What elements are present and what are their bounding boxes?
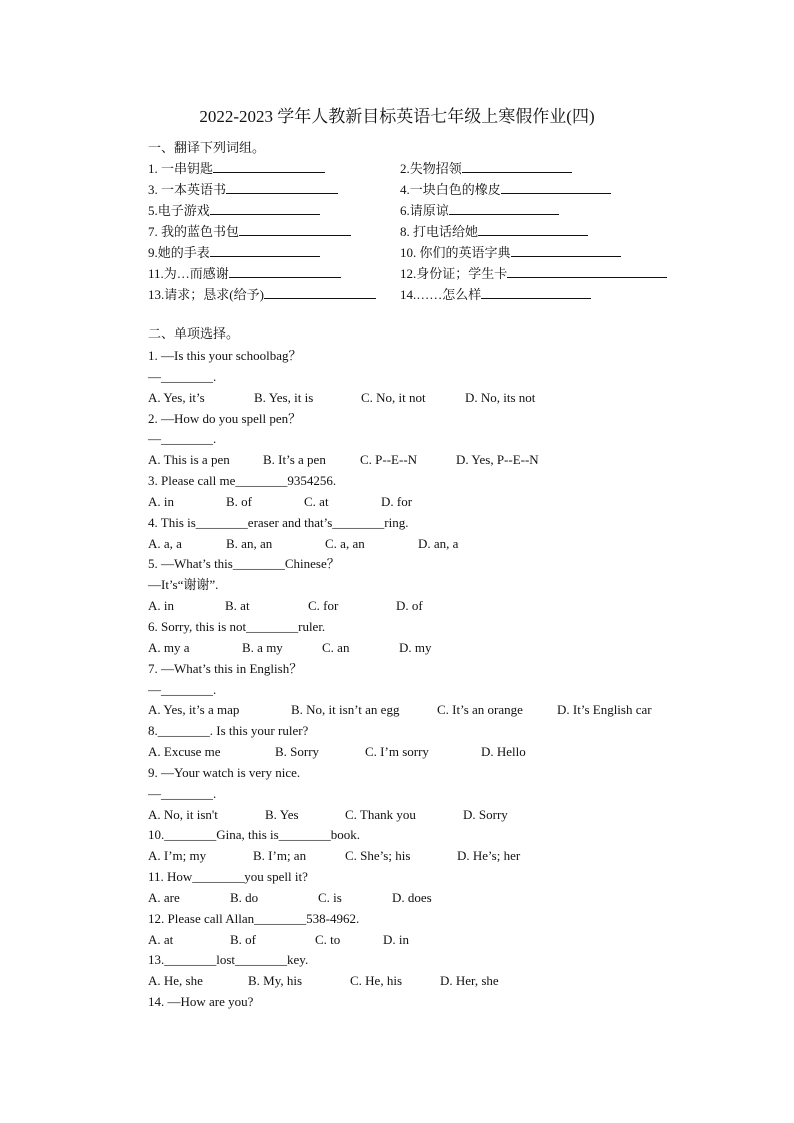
- answer-blank[interactable]: [213, 159, 325, 173]
- option-d[interactable]: D. It’s English car: [557, 702, 652, 718]
- vocab-item: [400, 158, 708, 179]
- option-a[interactable]: A. in: [148, 493, 174, 509]
- question-line: 12. Please call Allan________538-4962.: [148, 910, 360, 926]
- question-line: —________.: [148, 785, 217, 801]
- option-b[interactable]: B. Yes, it is: [254, 389, 314, 405]
- option-d[interactable]: D. Sorry: [463, 806, 508, 822]
- question-line: —________.: [148, 368, 217, 384]
- option-a[interactable]: A. my a: [148, 639, 190, 655]
- option-c[interactable]: C. an: [322, 639, 350, 655]
- answer-options: [148, 971, 708, 992]
- answer-options: [148, 492, 708, 513]
- option-b[interactable]: B. do: [230, 889, 259, 905]
- option-d[interactable]: D. No, its not: [465, 389, 536, 405]
- answer-blank[interactable]: [462, 159, 572, 173]
- option-d[interactable]: D. Her, she: [440, 973, 499, 989]
- question-line: 4. This is________eraser and that’s________ring.: [148, 514, 409, 530]
- answer-blank[interactable]: [210, 201, 320, 215]
- answer-blank[interactable]: [481, 285, 591, 299]
- vocab-item: [148, 242, 400, 263]
- option-c[interactable]: C. to: [315, 931, 341, 947]
- answer-blank[interactable]: [226, 180, 338, 194]
- option-a[interactable]: A. at: [148, 931, 174, 947]
- option-d[interactable]: D. He’s; her: [457, 848, 521, 864]
- vocab-label: 8. 打电话给她: [400, 224, 479, 239]
- option-b[interactable]: B. I’m; an: [253, 848, 307, 864]
- answer-options: [148, 388, 708, 409]
- option-d[interactable]: D. an, a: [418, 535, 459, 551]
- answer-options: [148, 450, 708, 471]
- vocab-list: [148, 158, 708, 305]
- vocab-label: 6.请原谅: [400, 203, 449, 218]
- vocab-item: [148, 158, 400, 179]
- answer-options: [148, 846, 708, 867]
- option-d[interactable]: D. Yes, P--E--N: [456, 452, 539, 468]
- answer-options: [148, 534, 708, 555]
- vocab-item: [148, 221, 400, 242]
- option-b[interactable]: B. at: [225, 598, 250, 614]
- page-title: 2022-2023 学年人教新目标英语七年级上寒假作业(四): [199, 107, 595, 126]
- option-a[interactable]: A. No, it isn't: [148, 806, 218, 822]
- answer-blank[interactable]: [210, 243, 320, 257]
- option-a[interactable]: A. He, she: [148, 973, 203, 989]
- option-b[interactable]: B. a my: [242, 639, 283, 655]
- option-b[interactable]: B. My, his: [248, 973, 303, 989]
- question-line: 13.________lost________key.: [148, 952, 309, 968]
- answer-options: [148, 596, 708, 617]
- vocab-label: 1. 一串钥匙: [148, 161, 214, 176]
- option-c[interactable]: C. No, it not: [361, 389, 426, 405]
- vocab-item: [400, 221, 708, 242]
- vocab-label: 7. 我的蓝色书包: [148, 224, 240, 239]
- vocab-label: 11.为…而感谢: [148, 266, 229, 281]
- multiple-choice-list: [148, 346, 708, 1013]
- vocab-item: [400, 179, 708, 200]
- option-c[interactable]: C. He, his: [350, 973, 402, 989]
- vocab-label: 14.……怎么样: [400, 287, 482, 302]
- option-a[interactable]: A. Yes, it’s: [148, 389, 205, 405]
- answer-options: [148, 700, 708, 721]
- vocab-item: [148, 179, 400, 200]
- question-line: 10.________Gina, this is________book.: [148, 827, 360, 843]
- question-line: 7. —What’s this in English？: [148, 660, 303, 676]
- option-d[interactable]: D. my: [399, 639, 432, 655]
- answer-blank[interactable]: [478, 222, 588, 236]
- option-c[interactable]: C. Thank you: [345, 806, 416, 822]
- answer-options: [148, 888, 708, 909]
- section2-heading: 二、单项选择。: [148, 326, 240, 341]
- question-line: —________.: [148, 681, 217, 697]
- vocab-item: [148, 284, 400, 305]
- option-b[interactable]: B. an, an: [226, 535, 273, 551]
- answer-options: [148, 805, 708, 826]
- option-c[interactable]: C. P--E--N: [360, 452, 418, 468]
- option-c[interactable]: C. is: [318, 889, 342, 905]
- option-d[interactable]: D. does: [392, 889, 432, 905]
- option-d[interactable]: D. of: [396, 598, 423, 614]
- question-line: 14. —How are you?: [148, 994, 254, 1010]
- option-c[interactable]: C. at: [304, 493, 329, 509]
- section1-heading: 一、翻译下列词组。: [148, 140, 266, 155]
- option-c[interactable]: C. It’s an orange: [437, 702, 523, 718]
- vocab-item: [148, 200, 400, 221]
- option-a[interactable]: A. are: [148, 889, 180, 905]
- question-line: 11. How________you spell it?: [148, 869, 308, 885]
- answer-blank[interactable]: [511, 243, 621, 257]
- question-line: 3. Please call me________9354256.: [148, 473, 337, 489]
- option-a[interactable]: A. a, a: [148, 535, 182, 551]
- question-line: 5. —What’s this________Chinese？: [148, 556, 340, 572]
- question-line: 9. —Your watch is very nice.: [148, 764, 301, 780]
- option-d[interactable]: D. Hello: [481, 744, 526, 760]
- answer-blank[interactable]: [264, 285, 376, 299]
- vocab-item: [148, 263, 400, 284]
- vocab-label: 4.一块白色的橡皮: [400, 182, 501, 197]
- option-c[interactable]: C. I’m sorry: [365, 744, 429, 760]
- option-b[interactable]: B. of: [230, 931, 256, 947]
- option-b[interactable]: B. No, it isn’t an egg: [291, 702, 400, 718]
- question-line: 8.________. Is this your ruler?: [148, 723, 309, 739]
- vocab-item: [400, 284, 708, 305]
- question-line: 1. —Is this your schoolbag？: [148, 348, 302, 363]
- question-line: —________.: [148, 431, 217, 447]
- answer-blank[interactable]: [229, 264, 341, 278]
- option-b[interactable]: B. Sorry: [275, 744, 320, 760]
- vocab-label: 12.身份证；学生卡: [400, 266, 508, 281]
- vocab-label: 13.请求；恳求(给予): [148, 287, 264, 302]
- vocab-label: 10. 你们的英语字典: [400, 245, 511, 260]
- option-a[interactable]: A. Yes, it’s a map: [148, 702, 240, 718]
- vocab-item: [400, 200, 708, 221]
- vocab-item: [400, 242, 708, 263]
- option-b[interactable]: B. Yes: [265, 806, 299, 822]
- answer-blank[interactable]: [239, 222, 351, 236]
- option-a[interactable]: A. in: [148, 598, 174, 614]
- answer-options: [148, 638, 708, 659]
- vocab-label: 9.她的手表: [148, 245, 210, 260]
- option-a[interactable]: A. This is a pen: [148, 452, 230, 468]
- option-b[interactable]: B. It’s a pen: [263, 452, 326, 468]
- answer-blank[interactable]: [449, 201, 559, 215]
- option-b[interactable]: B. of: [226, 493, 252, 509]
- option-d[interactable]: D. for: [381, 493, 413, 509]
- vocab-label: 2.失物招领: [400, 161, 462, 176]
- vocab-label: 3. 一本英语书: [148, 182, 227, 197]
- question-line: —It’s“谢谢”.: [148, 577, 219, 593]
- question-line: 6. Sorry, this is not________ruler.: [148, 618, 326, 634]
- question-line: 2. —How do you spell pen？: [148, 410, 302, 426]
- option-a[interactable]: A. I’m; my: [148, 848, 207, 864]
- answer-options: [148, 742, 708, 763]
- option-c[interactable]: C. She’s; his: [345, 848, 411, 864]
- option-c[interactable]: C. a, an: [325, 535, 365, 551]
- option-c[interactable]: C. for: [308, 598, 339, 614]
- answer-blank[interactable]: [501, 180, 611, 194]
- option-d[interactable]: D. in: [383, 931, 409, 947]
- answer-blank[interactable]: [507, 264, 667, 278]
- vocab-item: [400, 263, 708, 284]
- vocab-label: 5.电子游戏: [148, 203, 210, 218]
- answer-options: [148, 930, 708, 951]
- option-a[interactable]: A. Excuse me: [148, 744, 221, 760]
